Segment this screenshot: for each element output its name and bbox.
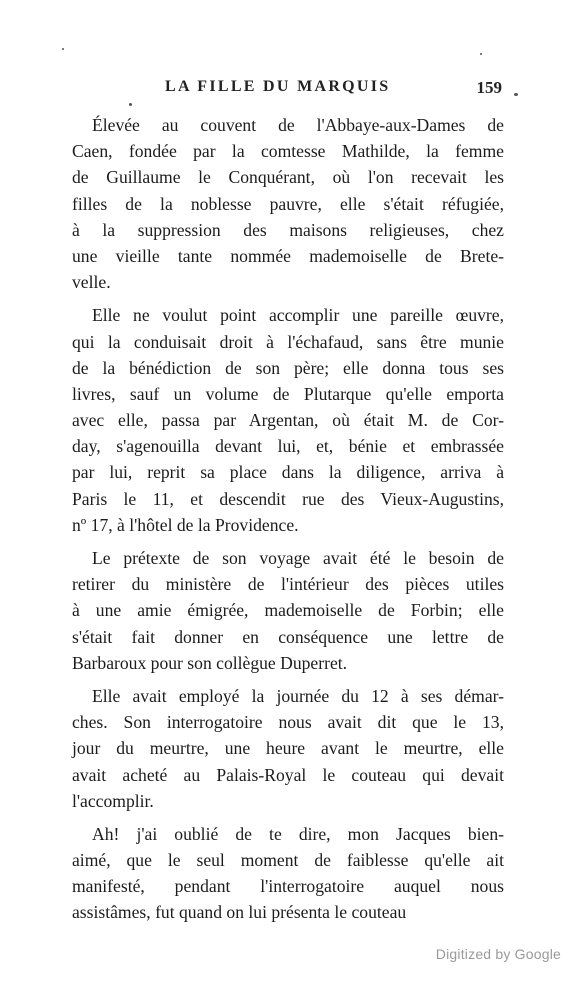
text-line: day, s'agenouilla devant lui, et, bénie et embrassée xyxy=(72,436,504,457)
paragraph-gap xyxy=(72,538,504,545)
text-line: Barbaroux pour son collègue Duperret. xyxy=(72,652,348,673)
text-line: à la suppression des maisons religieuses, chez xyxy=(72,219,504,240)
text-line: par lui, reprit sa place dans la diligence, arriva à xyxy=(72,462,504,483)
text-line: Elle avait employé la journée du 12 à ses démar- xyxy=(92,685,504,706)
text-line: Paris le 11, et descendit rue des Vieux-Augustins, xyxy=(72,488,504,509)
text-line: manifesté, pendant l'interrogatoire auquel nous xyxy=(72,876,504,897)
text-line: jour du meurtre, une heure avant le meurtre, elle xyxy=(72,738,504,759)
body-text xyxy=(72,112,504,926)
text-line: velle. xyxy=(72,272,111,293)
paragraph-gap xyxy=(72,676,504,683)
print-speck xyxy=(129,103,132,106)
text-line: qui la conduisait droit à l'échafaud, sans être munie xyxy=(72,331,504,352)
text-line: ches. Son interrogatoire nous avait dit que le 13, xyxy=(72,712,504,733)
digitized-watermark: Digitized by Google xyxy=(435,946,561,962)
text-line: avait acheté au Palais-Royal le couteau qui devait xyxy=(72,764,504,785)
text-line: une vieille tante nommée mademoiselle de Brete- xyxy=(72,245,504,266)
text-line: s'était fait donner en conséquence une lettre de xyxy=(72,626,504,647)
text-line: livres, sauf un volume de Plutarque qu'elle emporta xyxy=(72,383,504,404)
text-line: l'accomplir. xyxy=(72,790,154,811)
text-line: Caen, fondée par la comtesse Mathilde, la femme xyxy=(72,141,504,162)
paragraph-gap xyxy=(72,295,504,302)
paragraph xyxy=(72,683,504,814)
text-line: Le prétexte de son voyage avait été le besoin de xyxy=(92,548,504,568)
paragraph-gap xyxy=(72,814,504,821)
print-speck xyxy=(480,53,482,55)
text-line: Elle ne voulut point accomplir une pareille œuvre, xyxy=(92,305,504,326)
text-line: retirer du ministère de l'intérieur des pièces utiles xyxy=(72,574,504,595)
text-line: assistâmes, fut quand on lui présenta le couteau xyxy=(72,902,407,923)
text-line: Ah! j'ai oublié de te dire, mon Jacques bien- xyxy=(92,823,504,844)
text-line: de la bénédiction de son père; elle donna tous ses xyxy=(72,357,504,378)
text-line: nº 17, à l'hôtel de la Providence. xyxy=(72,514,299,535)
text-line: de Guillaume le Conquérant, où l'on recevait les xyxy=(72,167,504,188)
paragraph xyxy=(72,821,504,926)
running-title: LA FILLE DU MARQUIS xyxy=(165,78,391,95)
page-number: 159 xyxy=(476,78,502,97)
paragraph xyxy=(72,112,504,295)
page-header xyxy=(72,78,512,100)
text-line: aimé, que le seul moment de faiblesse qu'elle ait xyxy=(72,850,504,871)
text-line: avec elle, passa par Argentan, où était M. de Cor- xyxy=(72,410,504,431)
text-line: à une amie émigrée, mademoiselle de Forbin; elle xyxy=(72,600,504,621)
print-speck xyxy=(62,48,64,50)
paragraph xyxy=(72,302,504,538)
text-line: Élevée au couvent de l'Abbaye-aux-Dames de xyxy=(92,115,504,135)
print-speck xyxy=(514,93,518,96)
paragraph xyxy=(72,545,504,676)
text-line: filles de la noblesse pauvre, elle s'était réfugiée, xyxy=(72,193,504,214)
